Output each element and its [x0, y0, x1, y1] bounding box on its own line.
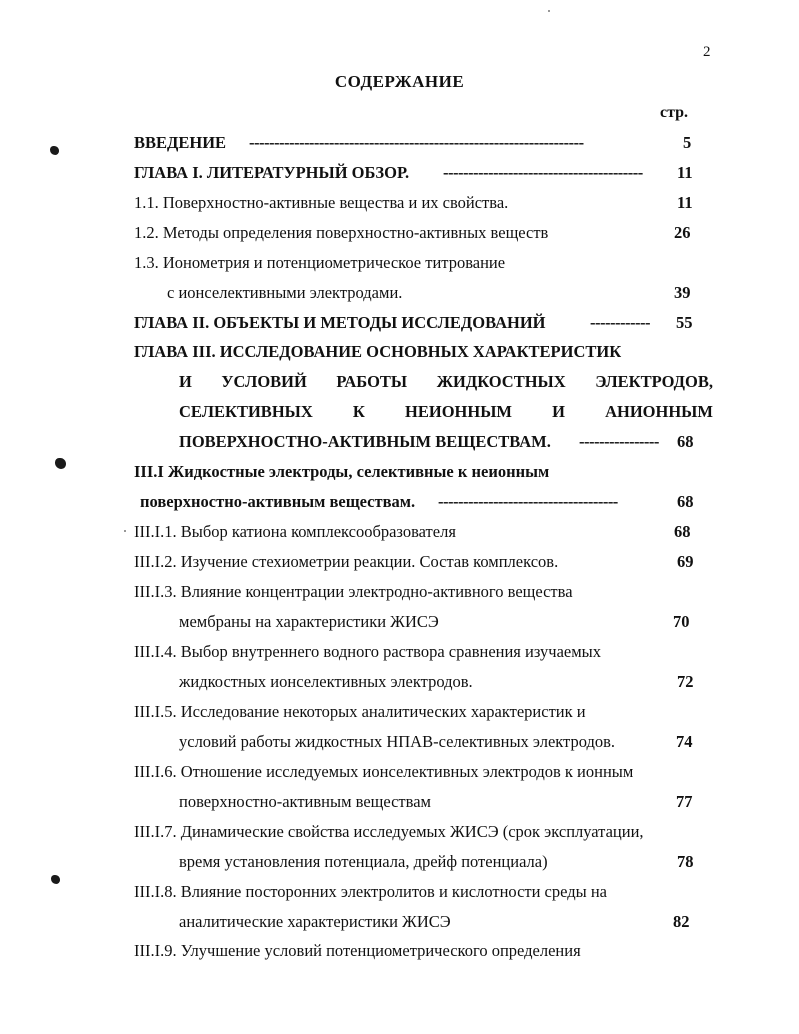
- toc-entry-section-1-1[interactable]: 1.1. Поверхностно-активные вещества и их свойства.: [134, 193, 509, 212]
- toc-page-ref: 11: [677, 193, 693, 212]
- toc-leader: ------------: [590, 313, 650, 332]
- toc-page-ref: 77: [676, 792, 693, 811]
- toc-entry-section-1-3[interactable]: 1.3. Ионометрия и потенциометрическое титрование: [134, 253, 506, 272]
- toc-entry-section-3-1-8[interactable]: III.I.8. Влияние посторонних электролитов и кислотности среды на: [134, 882, 607, 901]
- toc-entry-section-3-1[interactable]: III.I Жидкостные электроды, селективные к неионным: [134, 462, 550, 481]
- toc-entry-section-3-1-2[interactable]: III.I.2. Изучение стехиометрии реакции. Состав комплексов.: [134, 552, 559, 571]
- toc-leader: -------------------------------------------------------------------: [249, 133, 584, 152]
- toc-entry-section-3-1-1[interactable]: III.I.1. Выбор катиона комплексообразователя: [134, 522, 456, 541]
- scan-mark: [51, 875, 60, 884]
- toc-entry-section-3-1-3[interactable]: III.I.3. Влияние концентрации электродно-активного вещества: [134, 582, 573, 601]
- scan-mark: [50, 146, 59, 155]
- scan-mark: [55, 458, 66, 469]
- toc-entry-continuation: поверхностно-активным веществам.: [140, 492, 416, 511]
- toc-page-ref: 82: [673, 912, 690, 931]
- toc-entry-continuation: с ионселективными электродами.: [167, 283, 403, 302]
- toc-entry-continuation: аналитические характеристики ЖИСЭ: [179, 912, 451, 931]
- toc-page-ref: 26: [674, 223, 691, 242]
- toc-entry-continuation: И УСЛОВИЙ РАБОТЫ ЖИДКОСТНЫХ ЭЛЕКТРОДОВ,: [179, 372, 713, 391]
- toc-leader: ----------------: [579, 432, 659, 451]
- page-number: 2: [703, 44, 711, 60]
- toc-entry-continuation: ПОВЕРХНОСТНО-АКТИВНЫМ ВЕЩЕСТВАМ.: [179, 432, 551, 451]
- toc-entry-chapter-2[interactable]: ГЛАВА II. ОБЪЕКТЫ И МЕТОДЫ ИССЛЕДОВАНИЙ: [134, 313, 546, 332]
- toc-entry-section-3-1-9[interactable]: III.I.9. Улучшение условий потенциометрического определения: [134, 941, 581, 960]
- page-title: СОДЕРЖАНИЕ: [334, 72, 465, 91]
- toc-entry-continuation: условий работы жидкостных НПАВ-селективных электродов.: [179, 732, 616, 751]
- scan-speck: [124, 530, 126, 532]
- toc-leader: ----------------------------------------: [443, 163, 643, 182]
- toc-page-ref: 72: [677, 672, 694, 691]
- toc-page-ref: 11: [677, 163, 693, 182]
- toc-page-ref: 5: [683, 133, 692, 152]
- toc-page-ref: 68: [677, 492, 694, 511]
- toc-entry-continuation: поверхностно-активным веществам: [179, 792, 431, 811]
- toc-entry-section-3-1-6[interactable]: III.I.6. Отношение исследуемых ионселективных электродов к ионным: [134, 762, 634, 781]
- toc-page-ref: 68: [677, 432, 694, 451]
- toc-page-ref: 39: [674, 283, 691, 302]
- toc-page-ref: 68: [674, 522, 691, 541]
- toc-entry-continuation: жидкостных ионселективных электродов.: [179, 672, 473, 691]
- toc-page-ref: 69: [677, 552, 694, 571]
- toc-page-ref: 74: [676, 732, 693, 751]
- toc-entry-introduction[interactable]: ВВЕДЕНИЕ: [134, 133, 227, 152]
- scan-speck: [548, 10, 550, 12]
- toc-entry-continuation: время установления потенциала, дрейф потенциала): [179, 852, 548, 871]
- toc-page-ref: 78: [677, 852, 694, 871]
- toc-page-ref: 70: [673, 612, 690, 631]
- toc-entry-section-3-1-5[interactable]: III.I.5. Исследование некоторых аналитических характеристик и: [134, 702, 586, 721]
- toc-leader: ------------------------------------: [438, 492, 618, 511]
- toc-entry-chapter-3[interactable]: ГЛАВА III. ИССЛЕДОВАНИЕ ОСНОВНЫХ ХАРАКТЕРИСТИК: [134, 342, 622, 361]
- toc-entry-continuation: СЕЛЕКТИВНЫХ К НЕИОННЫМ И АНИОННЫМ: [179, 402, 713, 421]
- toc-entry-section-3-1-7[interactable]: III.I.7. Динамические свойства исследуемых ЖИСЭ (срок эксплуатации,: [134, 822, 644, 841]
- toc-entry-continuation: мембраны на характеристики ЖИСЭ: [179, 612, 439, 631]
- toc-entry-section-1-2[interactable]: 1.2. Методы определения поверхностно-активных веществ: [134, 223, 549, 242]
- toc-entry-section-3-1-4[interactable]: III.I.4. Выбор внутреннего водного раствора сравнения изучаемых: [134, 642, 601, 661]
- page-column-header: стр.: [660, 104, 689, 121]
- toc-entry-chapter-1[interactable]: ГЛАВА I. ЛИТЕРАТУРНЫЙ ОБЗОР.: [134, 163, 410, 182]
- toc-page-ref: 55: [676, 313, 693, 332]
